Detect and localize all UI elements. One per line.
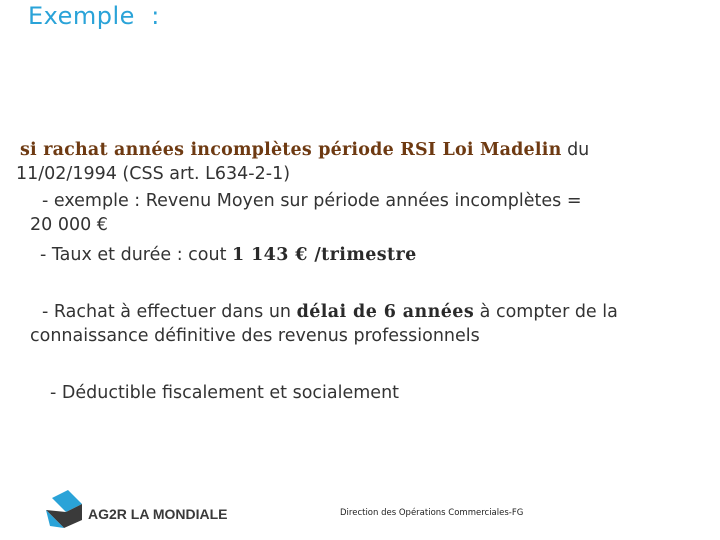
- paragraph-tax-deductible: - Déductible fiscalement et socialement: [50, 383, 400, 403]
- rate-duration-cost: 1 143 € /trimestre: [232, 245, 417, 265]
- ag2r-logo: [42, 490, 242, 534]
- paragraph-rsi-madelin: [16, 138, 590, 186]
- buyback-delay-before: - Rachat à effectuer dans un: [42, 302, 297, 322]
- ag2r-logo-icon: [42, 490, 242, 534]
- rsi-madelin-after: du: [561, 140, 590, 160]
- ag2r-logo-text: AG2R LA MONDIALE: [88, 506, 228, 522]
- example-revenue-line: - exemple : Revenu Moyen sur période années incomplètes =: [42, 191, 582, 211]
- rsi-madelin-date: 11/02/1994 (CSS art. L634-2-1): [16, 164, 291, 184]
- rsi-madelin-emphasis: si rachat années incomplètes période RSI Loi Madelin: [20, 140, 562, 160]
- paragraph-buyback-delay: [30, 300, 618, 348]
- buyback-delay-after: à compter de la: [474, 302, 618, 322]
- rate-duration-label: - Taux et durée : cout: [40, 245, 233, 265]
- example-revenue-amount: 20 000 €: [30, 215, 108, 235]
- buyback-delay-line2: connaissance définitive des revenus professionnels: [30, 326, 480, 346]
- paragraph-rate-duration: [40, 243, 417, 267]
- slide-title: Exemple :: [28, 2, 160, 30]
- footer-credit: Direction des Opérations Commerciales-FG: [340, 508, 524, 518]
- buyback-delay-emphasis: délai de 6 années: [296, 302, 475, 322]
- paragraph-example-revenue: [30, 189, 582, 237]
